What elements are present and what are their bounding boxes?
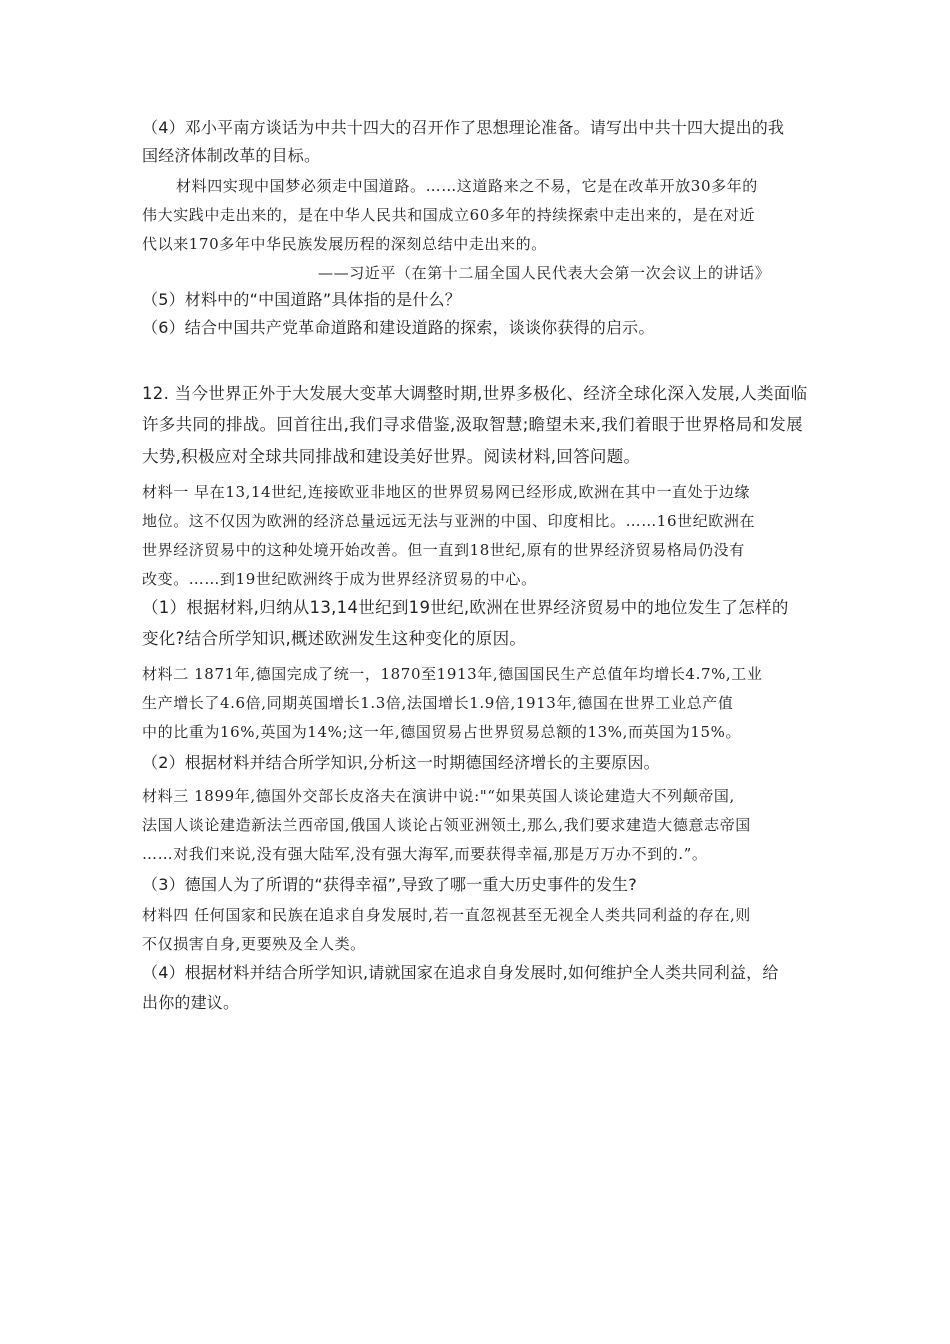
- q6-prev: （6）结合中国共产党革命道路和建设道路的探索，谈谈你获得的启示。: [142, 318, 655, 337]
- q12-intro-line1: 12. 当今世界正外于大发展大变革大调整时期,世界多极化、经济全球化深入发展,人类面临: [142, 384, 808, 403]
- q12-subq2: （2）根据材料并结合所学知识,分析这一时期德国经济增长的主要原因。: [142, 753, 660, 772]
- q4-prev-line2: 国经济体制改革的目标。: [142, 146, 321, 165]
- q12-material2-line1: 材料二 1871年,德国完成了统一，1870至1913年,德国国民生产总值年均增长4.7%,工业: [142, 665, 763, 683]
- q12-intro-line3: 大势,积极应对全球共同排战和建设美好世界。阅读材料,回答问题。: [142, 447, 641, 466]
- q12-material4-line1: 材料四 任何国家和民族在追求自身发展时,若一直忽视甚至无视全人类共同利益的存在,则: [142, 906, 751, 924]
- material4-prev-source: ——习近平（在第十二届全国人民代表大会第一次会议上的讲话》: [318, 264, 771, 282]
- q12-subq4-line1: （4）根据材料并结合所学知识,请就国家在追求自身发展时,如何维护全人类共同利益，给: [142, 963, 779, 982]
- q12-subq1-line1: （1）根据材料,归纳从13,14世纪到19世纪,欧洲在世界经济贸易中的地位发生了怎样的: [142, 598, 789, 617]
- q12-intro-line2: 许多共同的排战。回首往出,我们寻求借鉴,汲取智慧;瞻望未来,我们着眼于世界格局和发展: [142, 415, 803, 434]
- material4-prev-line1: 材料四实现中国梦必须走中国道路。……这道路来之不易，它是在改革开放30多年的: [176, 177, 758, 195]
- q12-material2-line2: 生产增长了4.6倍,同期英国增长1.3倍,法国增长1.9倍,1913年,德国在世界工业总产值: [142, 694, 734, 712]
- q12-subq1-line2: 变化?结合所学知识,概述欧洲发生这种变化的原因。: [142, 629, 527, 648]
- q12-material2-line3: 中的比重为16%,英国为14%;这一年,德国贸易占世界贸易总额的13%,而英国为15%。: [142, 723, 742, 741]
- material4-prev-line2: 伟大实践中走出来的，是在中华人民共和国成立60多年的持续探索中走出来的，是在对近: [142, 206, 756, 224]
- q4-prev-line1: （4）邓小平南方谈话为中共十四大的召开作了思想理论准备。请写出中共十四大提出的我: [142, 118, 785, 137]
- q12-material4-line2: 不仅损害自身,更要殃及全人类。: [142, 935, 366, 953]
- q12-material1-line4: 改变。……到19世纪欧洲终于成为世界经济贸易的中心。: [142, 570, 537, 588]
- q12-material1-line2: 地位。这不仅因为欧洲的经济总量远远无法与亚洲的中国、印度相比。……16世纪欧洲在: [142, 512, 756, 530]
- q12-subq3: （3）德国人为了所谓的“获得幸福”,导致了哪一重大历史事件的发生?: [142, 875, 637, 894]
- material4-prev-line3: 代以来170多年中华民族发展历程的深刻总结中走出来的。: [142, 235, 547, 253]
- q5-prev: （5）材料中的“中国道路”具体指的是什么？: [142, 290, 461, 309]
- q12-material3-line2: 法国人谈论建造新法兰西帝国,俄国人谈论占领亚洲领土,那么,我们要求建造大德意志帝国: [142, 816, 751, 834]
- q12-material1-line1: 材料一 早在13,14世纪,连接欧亚非地区的世界贸易网已经形成,欧洲在其中一直处于边缘: [142, 483, 751, 501]
- q12-material1-line3: 世界经济贸易中的这种处境开始改善。但一直到18世纪,原有的世界经济贸易格局仍没有: [142, 541, 745, 559]
- q12-material3-line1: 材料三 1899年,德国外交部长皮洛夫在演讲中说:"“如果英国人谈论建造大不列颠帝国,: [142, 787, 735, 805]
- q12-subq4-line2: 出你的建议。: [142, 993, 240, 1012]
- q12-material3-line3: ……对我们来说,没有强大陆军,没有强大海军,而要获得幸福,那是万万办不到的.”。: [142, 845, 708, 863]
